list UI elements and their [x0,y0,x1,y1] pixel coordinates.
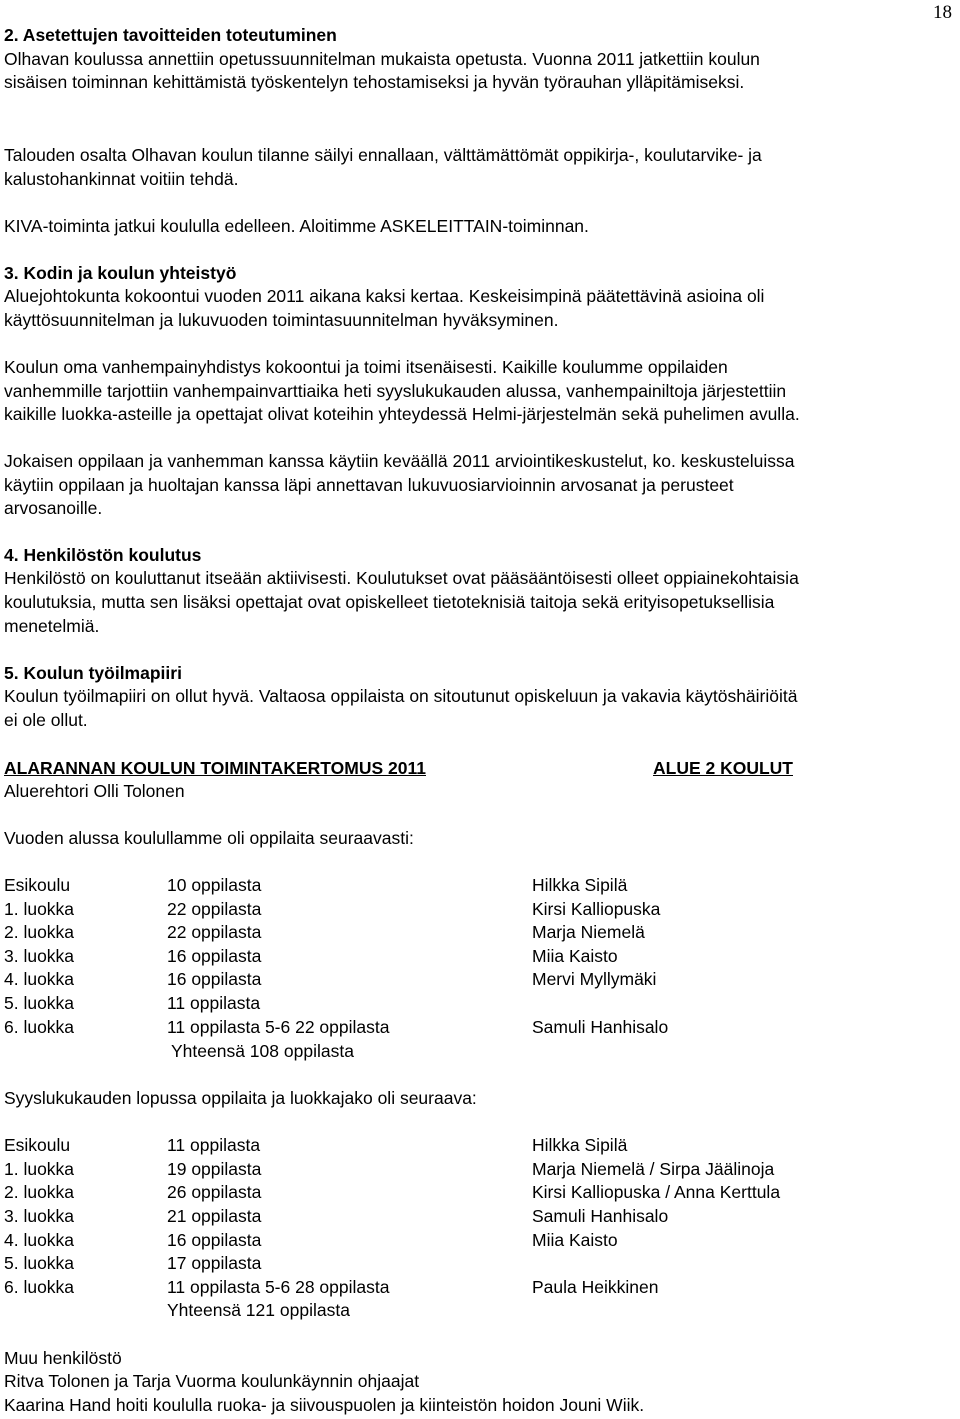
section-2-heading: 2. Asetettujen tavoitteiden toteutuminen [4,25,337,45]
section-3-p1-line-1: Aluejohtokunta kokoontui vuoden 2011 aikana kaksi kertaa. Keskeisimpinä päätettävinä asioina oli [4,286,765,306]
end-row-pupils: 26 oppilasta [167,1182,262,1202]
end-row-class: 5. luokka [4,1253,75,1273]
end-row-teacher: Kirsi Kalliopuska / Anna Kerttula [532,1182,781,1202]
economy-line-1: Talouden osalta Olhavan koulun tilanne säilyi ennallaan, välttämättömät oppikirja-, koulutarvike- ja [4,145,762,165]
start-row-teacher: Mervi Myllymäki [532,969,657,989]
end-row-class: 6. luokka [4,1277,75,1297]
kiva-paragraph: KIVA-toiminta jatkui koululla edelleen. Aloitimme ASKELEITTAIN-toiminnan. [4,216,589,236]
start-row-pupils: 11 oppilasta 5-6 22 oppilasta [167,1017,390,1037]
section-4-line-2: koulutuksia, mutta sen lisäksi opettajat ovat opiskelleet tietoteknisiä taitoja sekä erityisopetuksellisia [4,592,775,612]
start-row-class: 2. luokka [4,922,75,942]
section-4-line-3: menetelmiä. [4,616,100,636]
section-3-p1-line-2: käyttösuunnitelman ja lukuvuoden toimintasuunnitelman hyväksyminen. [4,310,559,330]
start-row-pupils: 16 oppilasta [167,946,262,966]
other-staff-heading: Muu henkilöstö [4,1348,122,1368]
end-row-teacher: Miia Kaisto [532,1230,618,1250]
page-number: 18 [933,2,952,23]
end-row-teacher: Marja Niemelä / Sirpa Jäälinoja [532,1159,775,1179]
section-3-p3-line-2: käytiin oppilaan ja huoltajan kanssa läpi annettavan lukuvuosiarvioinnin arvosanat ja perusteet [4,475,734,495]
end-row-class: 1. luokka [4,1159,75,1179]
start-row-class: 6. luokka [4,1017,75,1037]
section-4-heading: 4. Henkilöstön koulutus [4,545,202,565]
section-3-p2-line-1: Koulun oma vanhempainyhdistys kokoontui ja toimi itsenäisesti. Kaikille koulumme oppilaiden [4,357,728,377]
section-3-heading: 3. Kodin ja koulun yhteistyö [4,263,237,283]
section-3-p3-line-3: arvosanoille. [4,498,103,518]
end-total: Yhteensä 121 oppilasta [167,1300,350,1320]
section-3-p2-line-2: vanhemmille tarjottiin vanhempainvarttiaika heti syyslukukauden alussa, vanhempainiltoja järjestettiin [4,381,787,401]
start-row-pupils: 11 oppilasta [167,993,261,1013]
section-2-line-1: Olhavan koulussa annettiin opetussuunnitelman mukaista opetusta. Vuonna 2011 jatkettiin koulun [4,49,760,69]
end-row-pupils: 16 oppilasta [167,1230,262,1250]
end-row-teacher: Paula Heikkinen [532,1277,659,1297]
start-row-teacher: Marja Niemelä [532,922,645,942]
start-row-class: 5. luokka [4,993,75,1013]
end-of-autumn-intro: Syyslukukauden lopussa oppilaita ja luokkajako oli seuraava: [4,1088,477,1108]
end-row-teacher: Hilkka Sipilä [532,1135,628,1155]
start-total: Yhteensä 108 oppilasta [171,1041,354,1061]
start-row-class: 3. luokka [4,946,75,966]
end-row-pupils: 21 oppilasta [167,1206,262,1226]
start-row-teacher: Kirsi Kalliopuska [532,899,661,919]
economy-line-2: kalustohankinnat voitiin tehdä. [4,169,239,189]
principal-name: Aluerehtori Olli Tolonen [4,781,185,801]
start-row-pupils: 22 oppilasta [167,922,262,942]
section-3-p2-line-3: kaikille luokka-asteille ja opettajat olivat koteihin yhteydessä Helmi-järjestelmän sekä puhelimen avulla. [4,404,800,424]
section-3-p3-line-1: Jokaisen oppilaan ja vanhemman kanssa käytiin keväällä 2011 arviointikeskustelut, ko. keskusteluissa [4,451,795,471]
section-2-line-2: sisäisen toiminnan kehittämistä työskentelyn tehostamiseksi ja hyvän työrauhan ylläpitämiseksi. [4,72,745,92]
end-row-pupils: 11 oppilasta [167,1135,261,1155]
start-row-teacher: Miia Kaisto [532,946,618,966]
end-row-pupils: 11 oppilasta 5-6 28 oppilasta [167,1277,390,1297]
report-area: ALUE 2 KOULUT [653,758,793,778]
start-row-pupils: 22 oppilasta [167,899,262,919]
end-row-class: 2. luokka [4,1182,75,1202]
start-row-class: 4. luokka [4,969,75,989]
start-row-pupils: 10 oppilasta [167,875,262,895]
start-row-class: 1. luokka [4,899,75,919]
other-staff-line-1: Ritva Tolonen ja Tarja Vuorma koulunkäynnin ohjaajat [4,1371,420,1391]
section-5-line-1: Koulun työilmapiiri on ollut hyvä. Valtaosa oppilaista on sitoutunut opiskeluun ja vakavia käytöshäiriöitä [4,686,798,706]
section-5-line-2: ei ole ollut. [4,710,88,730]
start-of-year-intro: Vuoden alussa koulullamme oli oppilaita seuraavasti: [4,828,414,848]
end-row-teacher: Samuli Hanhisalo [532,1206,669,1226]
end-row-pupils: 17 oppilasta [167,1253,262,1273]
start-row-teacher: Samuli Hanhisalo [532,1017,669,1037]
other-staff-line-2: Kaarina Hand hoiti koululla ruoka- ja siivouspuolen ja kiinteistön hoidon Jouni Wiik. [4,1395,645,1415]
section-4-line-1: Henkilöstö on kouluttanut itseään aktiivisesti. Koulutukset ovat pääsääntöisesti olleet oppiainekohtaisia [4,568,799,588]
end-row-pupils: 19 oppilasta [167,1159,262,1179]
end-row-class: Esikoulu [4,1135,71,1155]
end-row-class: 3. luokka [4,1206,75,1226]
start-row-class: Esikoulu [4,875,71,895]
start-row-pupils: 16 oppilasta [167,969,262,989]
start-row-teacher: Hilkka Sipilä [532,875,628,895]
section-5-heading: 5. Koulun työilmapiiri [4,663,182,683]
end-row-class: 4. luokka [4,1230,75,1250]
report-title: ALARANNAN KOULUN TOIMINTAKERTOMUS 2011 [4,758,426,778]
